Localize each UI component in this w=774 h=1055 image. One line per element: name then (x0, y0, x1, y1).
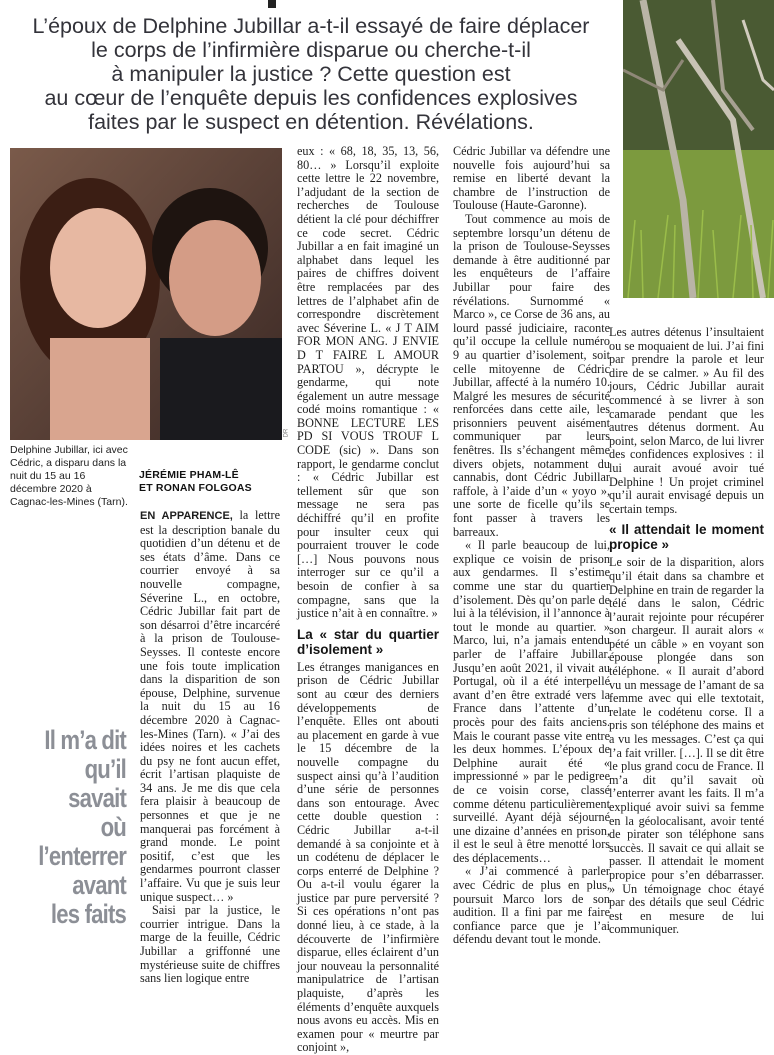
paragraph: Les étranges manigances en prison de Cédric Jubillar sont au cœur des derniers développements de l’enquête. Elles ont abouti au placement en garde à vue le 15 décembre de la nouvelle compagne du suspect ainsi qu’à l’audition d’une série de personnes dans son entourage. Avec cette double question : Cédric Jubillar a-t-il demandé à sa conjointe et à un codétenu de déplacer le corps enterré de Delphine ? Ou a-t-il voulu égarer la justice par pure perversité ? Si ces opérations n’ont pas donné lieu, à ce stade, à la découverte de l’infirmière disparue, elles éclairent d’un jour nouveau la personnalité manipulatrice de l’artisan plaquiste, d’après les éléments d’enquête auxquels nous avons eu accès. Mis en examen pour « meurtre par conjoint », (297, 659, 439, 1055)
paragraph: Cédric Jubillar va défendre une nouvelle fois aujourd’hui sa remise en liberté devant la chambre de l’instruction de Toulouse (Haute-Garonne). (453, 144, 610, 213)
photo-caption: Delphine Jubillar, ici avec Cédric, a disparu dans la nuit du 15 au 16 décembre 2020 à Cagnac-les-Mines (Tarn). (10, 444, 128, 508)
paragraph: Tout commence au mois de septembre lorsqu’un détenu de la prison de Toulouse-Seysses demande à être auditionné par les enquêteurs de l’affaire Jubillar pour faire des révélations. Surnommé « Marco », ce Corse de 36 ans, au lourd passé judiciaire, raconte qu’il occupe la cellule numéro 9 au quartier d’isolement, soit celle mitoyenne de Cédric Jubillar, affecté à la numéro 10. Malgré les mesures de sécurité renforcées dans cette aile, les prisonniers peuvent aisément communiquer par leurs fenêtres. Ils s’échangent même divers objets, notamment du cannabis, dont Cédric Jubillar raffole, à l’aide d’un « yoyo », une sorte de ficelle qu’ils se font passer à travers les barreaux. (453, 211, 610, 539)
subheading: « Il attendait le moment propice » (609, 522, 764, 553)
paragraph: « Il parle beaucoup de lui, explique ce voisin de prison aux gendarmes. Il s’estime comme une star du quartier d’isolement. Dès qu’on parle de lui à la télévision, il l’annonce à tout le monde au quartier. » Marco, lui, n’a jamais entendu parler de l’affaire Jubillar. Jusqu’en août 2021, il vivait au Portugal, où il a été interpellé avant d’en être extradé vers la France dans l’attente d’un procès pour des faits anciens. Mais le courant passe vite entre les deux hommes. L’époux de Delphine aurait été « impressionné » par le pedigree de ce voisin corse, classé comme détenu particulièrement surveillé. Ayant déjà séjourné une dizaine d’années en prison, il est le seul à être menotté lors des déplacements… (453, 538, 610, 865)
author-line: JÉRÉMIE PHAM-LÊ (139, 469, 239, 481)
article-lead (0, 14, 622, 134)
pull-quote-line: où l’enterrer (38, 812, 126, 871)
top-bar-fragment (268, 0, 276, 8)
nature-photo (623, 0, 774, 298)
lead-line: au cœur de l’enquête depuis les confidences explosives (44, 86, 578, 110)
pull-quote-line: les faits (50, 899, 126, 929)
couple-photo (10, 148, 282, 440)
paragraph: Le soir de la disparition, alors qu’il était dans sa chambre et Delphine en train de regarder la télé dans le salon, Cédric l’aurait rejointe pour récupérer son chargeur. Il aurait alors « pété un câble » en voyant son épouse plongée dans son téléphone. « Il aurait d’abord vu un message de l’amant de sa femme avec qui elle textotait, relate le codétenu corse. Il a pris son téléphone des mains et a vu les messages. C’est ça qui l’a fait vriller. […]. Il se dit être le plus grand cocu de France. Il m’a dit qu’il savait où l’enterrer avant les faits. Il m’a expliqué avoir suivi sa femme en la géolocalisant, avoir tenté de pirater son téléphone sans succès. Il savait ce qui allait se passer. Il attendait le moment propice pour s’en débarrasser. » Un témoignage choc étayé par des détails que seul Cédric est en mesure de lui communiquer. (609, 555, 764, 937)
column-3 (453, 145, 610, 947)
column-2 (297, 145, 439, 1055)
lead-line: L’époux de Delphine Jubillar a-t-il essayé de faire déplacer (32, 14, 590, 38)
pull-quote-line: Il m’a dit (44, 725, 127, 755)
pull-quote (29, 726, 126, 929)
lead-line: le corps de l’infirmière disparue ou cherche-t-il (91, 38, 531, 62)
paragraph: Saisi par la justice, le courrier intrigue. Dans la marge de la feuille, Cédric Jubillar a griffonné une mystérieuse suite de chiffres sans lien logique entre (140, 903, 280, 986)
pull-quote-line: avant (72, 870, 126, 900)
paragraph-text: la lettre est la description banale du quotidien d’un détenu et de ses états d’âme. Dans ce courrier envoyé à sa nouvelle compagne, Séverine L., en octobre, Cédric Jubillar fait part de son désarroi d’être incarcéré à la prison de Toulouse-Seysses. Il conteste encore une fois toute implication dans la disparition de son épouse, Delphine, survenue la nuit du 15 au 16 décembre 2020 à Cagnac-les-Mines (Tarn). « J’ai des idées noires et les cachets du psy ne font aucun effet, écrit l’artisan plaquiste de 34 ans. Je me dis que cela fera plaisir à beaucoup de personnes et que je ne manquerai pas forcément à grand monde. Le point positif, c’est que les gendarmes pourront classer l’affaire. Vu que je suis leur unique suspect… » (140, 508, 280, 904)
byline (139, 469, 279, 494)
lead-line: faites par le suspect en détention. Révélations. (88, 110, 534, 134)
subheading: La « star du quartier d’isolement » (297, 626, 439, 657)
paragraph: « J’ai commencé à parler avec Cédric de plus en plus, poursuit Marco lors de son audition. Il a fini par me faire confiance parce que je l’ai défendu devant tout le monde. (453, 864, 610, 947)
pull-quote-line: qu’il savait (68, 754, 126, 813)
lead-line: à manipuler la justice ? Cette question est (111, 62, 511, 86)
paragraph: eux : « 68, 18, 35, 13, 56, 80… » Lorsqu’il exploite cette lettre le 22 novembre, l’adjudant de la section de recherches de Toulouse détient la clé pour déchiffrer ce code secret. Cédric Jubillar a en fait imaginé un alphabet dans lequel les paires de chiffres doivent être remplacées par des lettres de l’alphabet afin de correspondre discrètement avec Séverine L. « J T AIM FOR MON ANG. J ENVIE D T FAIRE L AMOUR PARTOU », décrypte le gendarme, qui note également un autre message codé moins romantique : « BONNE LECTURE LES PD SI VOUS TROUF L CODE (sic) ». Dans son rapport, le gendarme conclut : « Cédric Jubillar est tellement sûr que son message ne sera pas déchiffré qu’il en profite pour insulter ceux qui pourraient trouver le code […] Nous pouvons nous interroger sur ce qu’il a besoin de confier à sa compagne, sans que la justice n’ait à en connaître. » (297, 144, 439, 621)
column-1 (140, 509, 280, 986)
paragraph (140, 509, 280, 904)
paragraph: Les autres détenus l’insultaient ou se moquaient de lui. J’ai fini par prendre la parole et leur dire de se calmer. » Au fil des jours, Cédric Jubillar aurait commencé à se livrer à son camarade pendant que les autres détenus dorment. Au point, selon Marco, de lui livrer des confidences explosives : il lui aurait avoué avoir tué Delphine ! Un projet criminel qu’il aurait envisagé depuis un certain temps. (609, 325, 764, 516)
author-line: ET RONAN FOLGOAS (139, 481, 252, 494)
kicker: EN APPARENCE, (140, 510, 233, 522)
photo-credit: DR (283, 428, 290, 438)
column-4 (609, 326, 764, 937)
